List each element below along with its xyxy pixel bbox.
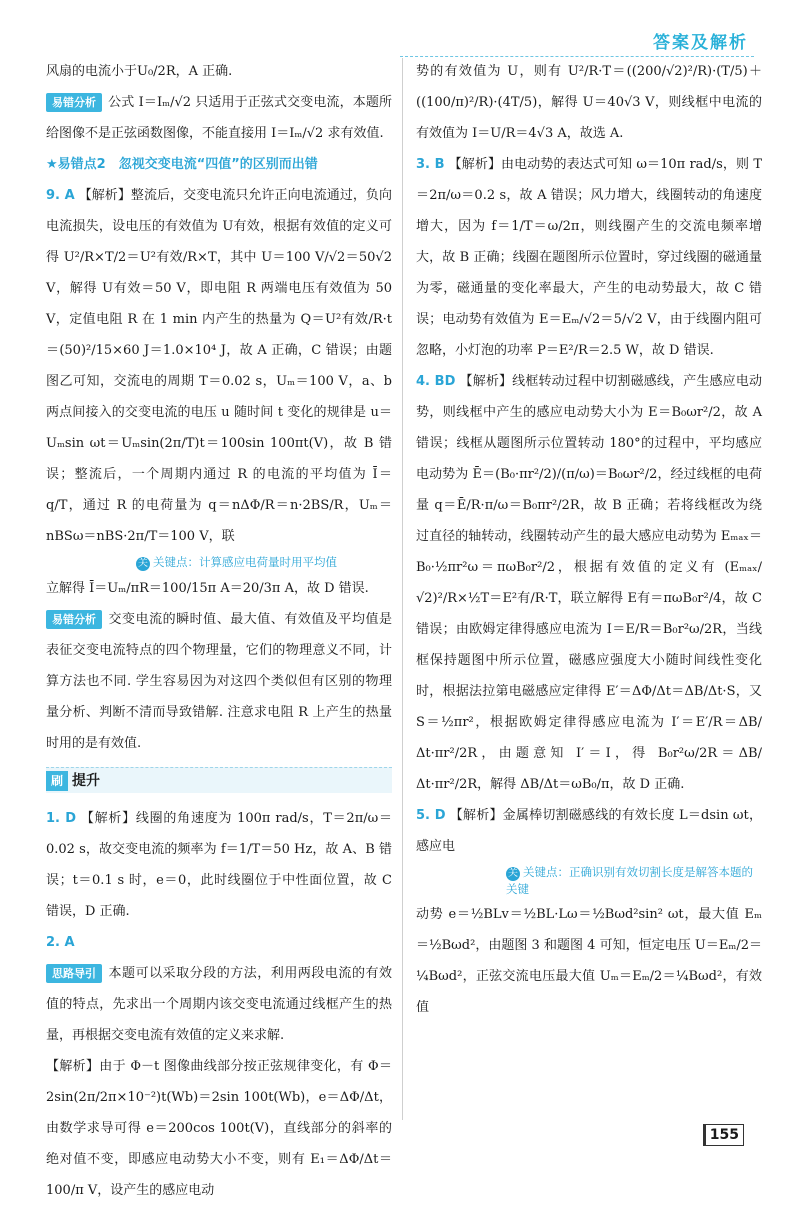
paragraph-text: 【解析】金属棒切割磁感线的有效长度 L＝dsin ωt，感应电 [416, 808, 762, 854]
paragraph-text: 【解析】整流后，交变电流只允许正向电流通过，负向电流损失，设电压的有效值为 U有效，根据有效值的定义可得 U²/R×T/2＝U²有效/R×T，其中 U＝100 V/√2＝50√2 V，解得 U有效＝50 V，即电阻 R 两端电压有效值为 50 V，定值电阻 R 在 1 min 内产生的热量为 Q＝U²有效/R·t＝(50)²/15×60 J＝1.0×10⁴ J，故 A 正确，C 错误；由题图乙可知，交流电的周期 T＝0.02 s，Uₘ＝100 V，a、b 两点间接入的交变电流的电压 u 随时间 t 变化的规律是 u＝Uₘsin ωt＝Uₘsin(2π/T)t＝100sin 100πt(V)，故 B 错误；整流后，一个周期内通过 R 的电流的平均值为 Ī＝q/T，通过 R 的电荷量为 q＝nΔΦ/R＝n·2BS/R，Uₘ＝nBSω＝nBS·2π/T＝100 V，联 [46, 188, 392, 544]
key-point-icon: 关 [508, 868, 518, 879]
paragraph-text: 动势 e＝½BLv＝½BL·Lω＝½Bωd²sin² ωt，最大值 Eₘ＝½Bωd²，由题图 3 和题图 4 可知，恒定电压 U＝Eₘ/2＝¼Bωd²，正弦交流电压最大值 Uₘ＝Eₘ/2＝¼Bωd²，有效值 [416, 907, 762, 1015]
question-number: 2. A [46, 935, 75, 950]
paragraph [46, 927, 392, 958]
question-number: 1. D [46, 811, 77, 826]
paragraph [416, 149, 762, 366]
paragraph-text: 公式 I＝Iₘ/√2 只适用于正弦式交变电流，本题所给图像不是正弦函数图像，不能直接用 I＝Iₘ/√2 求有效值. [46, 95, 392, 141]
paragraph-text: 交变电流的瞬时值、最大值、有效值及平均值是表征交变电流特点的四个物理量，它们的物理意义不同，计算方法也不同. 学生容易因为对这四个类似但有区别的物理量分析、判断不清而导致错解. 注意求电阻 R 上产生的热量时用的是有效值. [46, 612, 392, 751]
column-divider [402, 58, 403, 1120]
analysis-tag: 易错分析 [46, 93, 102, 112]
paragraph [46, 180, 392, 552]
paragraph [46, 803, 392, 927]
section-heading: ★易错点2 忽视交变电流“四值”的区别而出错 [46, 157, 318, 172]
paragraph [416, 899, 762, 1023]
paragraph-text: 【解析】线框转动过程中切割磁感线，产生感应电动势，则线框中产生的感应电动势大小为 E＝B₀ωr²/2，故 A 错误；线框从题图所示位置转动 180°的过程中，平均感应电动势为 Ē＝(B₀·πr²/2)/(π/ω)＝B₀ωr²/2，经过线框的电荷量 q＝Ē/R·π/ω＝B₀πr²/2R，故 B 正确；若将线框改为绕过直径的轴转动，线圈转动产生的最大感应电动势为 Eₘₐₓ＝B₀·½πr²ω＝πωB₀r²/2，根据有效值的定义有 (Eₘₐₓ/√2)²/R×½T＝E²有/R·T，联立解得 E有＝πωB₀r²/4，故 C 错误；由欧姆定律得感应电流为 I＝E/R＝B₀r²ω/2R，当线框保持题图中所示位置，磁感应强度大小随时间线性变化时，根据法拉第电磁感应定律得 E′＝ΔΦ/Δt＝ΔB/Δt·S，又 S＝½πr²，根据欧姆定律得感应电流为 I′＝E′/R＝ΔB/Δt·πr²/2R，由题意知 I′＝I，得 B₀r²ω/2R＝ΔB/Δt·πr²/2R，解得 ΔB/Δt＝ωB₀/π，故 D 正确. [416, 374, 762, 792]
analysis-tag: 易错分析 [46, 610, 102, 629]
paragraph-text: 势的有效值为 U，则有 U²/R·T＝((200/√2)²/R)·(T/5)＋((100/π)²/R)·(4T/5)，解得 U＝40√3 V，则线框中电流的有效值为 I＝U/R＝4√3 A，故选 A. [416, 64, 762, 141]
question-number: 9. A [46, 188, 75, 203]
question-number: 5. D [416, 808, 446, 823]
section-bar [46, 767, 392, 793]
paragraph-text: 【解析】由电动势的表达式可知 ω＝10π rad/s，则 T＝2π/ω＝0.2 s，故 A 错误；风力增大，线圈转动的角速度增大，因为 f＝1/T＝ω/2π，则线圈产生的交流电频率增大，故 B 正确；线圈在题图所示位置时，穿过线圈的磁通量为零，磁通量的变化率最大，产生的电动势最大，故 C 错误；电动势有效值为 E＝Eₘ/√2＝5/√2 V，由于线圈内阻可忽略，小灯泡的功率 P＝E²/R＝2.5 W，故 D 错误. [416, 157, 763, 358]
analysis-tag: 思路导引 [46, 964, 102, 983]
page-header-title: 答案及解析 [653, 33, 748, 53]
left-column [46, 56, 392, 1206]
key-point-icon: 关 [138, 558, 148, 569]
key-point-text: 关键点：计算感应电荷量时用平均值 [153, 555, 337, 569]
paragraph-text: 本题可以采取分段的方法，利用两段电流的有效值的特点，先求出一个周期内该交变电流通过线框产生的热量，再根据交变电流有效值的定义来求解. [46, 966, 392, 1043]
paragraph-text: 【解析】由于 Φ－t 图像曲线部分按正弦规律变化，有 Φ＝2sin(2π/2π×10⁻²)t(Wb)＝2sin 100t(Wb)，e＝ΔΦ/Δt，由数学求导可得 e＝200cos 100t(V)，直线部分的斜率的绝对值不变，即感应电动势大小不变，则有 E₁＝ΔΦ/Δt＝100/π V，设产生的感应电动 [46, 1059, 392, 1198]
paragraph [416, 800, 762, 862]
paragraph [416, 366, 762, 800]
question-number: 3. B [416, 157, 445, 172]
key-point-text: 关键点：正确识别有效切割长度是解答本题的关键 [506, 865, 753, 896]
paragraph-text: 风扇的电流小于U₀/2R，A 正确. [46, 64, 233, 79]
paragraph-text: 【解析】线圈的角速度为 100π rad/s，T＝2π/ω＝0.02 s，故交变电流的频率为 f＝1/T＝50 Hz，故 A、B 错误；t＝0.1 s 时，e＝0，此时线圈位于中性面位置，故 C 错误，D 正确. [46, 811, 392, 919]
right-column [416, 56, 762, 1023]
question-number: 4. BD [416, 374, 456, 389]
key-point-note [46, 554, 392, 571]
paragraph [46, 87, 392, 149]
section-title: 提升 [72, 773, 101, 789]
paragraph [46, 573, 392, 604]
paragraph [416, 56, 762, 149]
paragraph-text: 立解得 Ī＝Uₘ/πR＝100/15π A＝20/3π A，故 D 错误. [46, 581, 369, 596]
key-point-note [416, 864, 762, 897]
section-badge: 刷 [46, 771, 68, 791]
paragraph [46, 604, 392, 759]
paragraph [46, 1051, 392, 1206]
page-number: 155 [703, 1124, 744, 1146]
paragraph [46, 958, 392, 1051]
paragraph [46, 56, 392, 87]
